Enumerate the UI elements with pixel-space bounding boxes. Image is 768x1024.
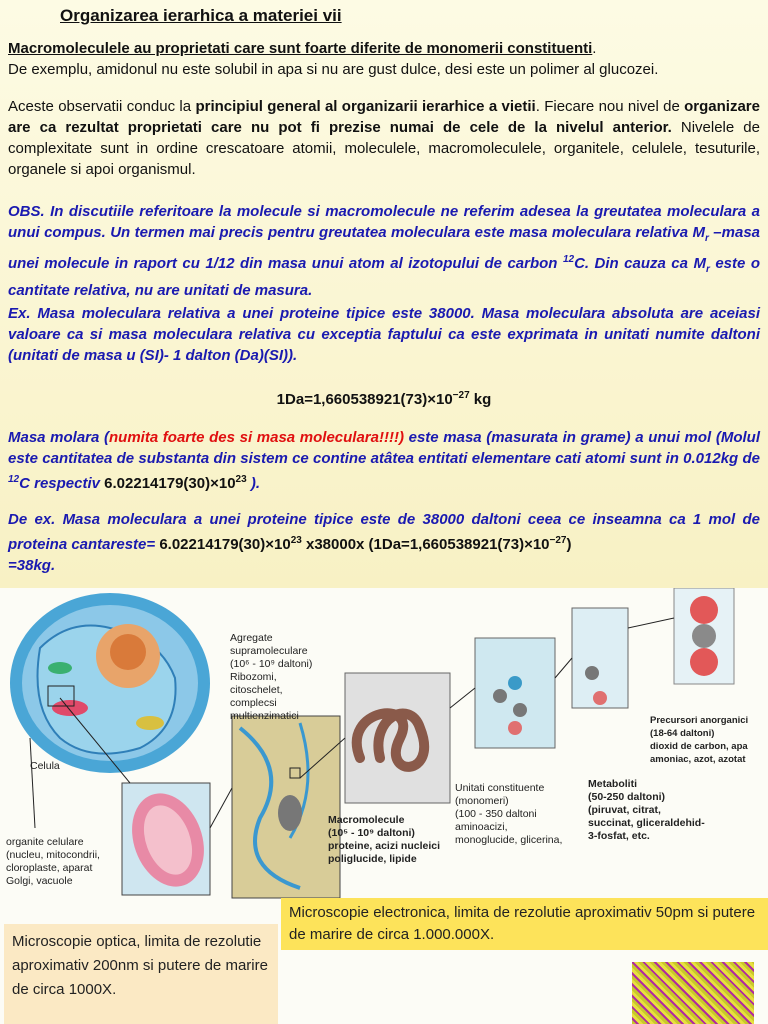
- cell-illustration: [10, 593, 210, 773]
- molar-sup: 12: [8, 474, 20, 485]
- label-agregate: Agregate supramoleculare (10⁶ - 10⁹ daltoni) Ribozomi, citoschelet, complecsi multienzimatici: [230, 632, 313, 722]
- avogadro-exp: 23: [235, 474, 247, 485]
- ex2-avogadro-exp: 23: [290, 535, 302, 546]
- optical-microscopy-box: Microscopie optica, limita de rezolutie aproximativ 200nm si putere de marire de circa 1000X.: [4, 924, 278, 1024]
- ex2-result: =38kg.: [8, 557, 56, 574]
- label-celula: Celula: [30, 760, 60, 772]
- obs-text-c: C. Din cauza ca M: [574, 255, 706, 272]
- ex2-text-mid: x38000x (1Da=1,660538921(73)×10: [301, 536, 550, 553]
- principle-mid: . Fiecare nou nivel de: [535, 98, 685, 115]
- label-precursori: Precursori anorganici (18-64 daltoni) dioxid de carbon, apa amoniac, azot, azotat: [650, 715, 749, 765]
- ex2-text-a: De ex. Masa moleculara a unei proteine tipice este de 38000 daltoni ceea ce inseamna ca 1 mol de proteina cantareste=: [8, 511, 760, 553]
- obs-text-b: –masa unei molecule in raport cu 1/12 din masa unui atom al izotopului de carbon: [8, 224, 761, 272]
- paragraph-principle: [8, 96, 760, 180]
- molar-text-d: ).: [246, 475, 261, 492]
- molar-text-c: C respectiv: [19, 475, 105, 492]
- obs-sup-12: 12: [562, 254, 575, 265]
- macromolecules-statement: Macromoleculele au proprietati care sunt foarte diferite de monomerii constituenti: [8, 40, 593, 57]
- principle-emphasis: organizare are ca rezultat proprietati care nu pot fi prezise numai de cele de la nivelul anterior.: [8, 98, 760, 136]
- obs-text-a: OBS. In discutiile referitoare la molecule si macromolecule ne referim adesea la greutatea moleculara a unui compus. Un termen mai precis pentru greutatea moleculara este masa moleculara relativa M: [8, 203, 760, 241]
- paragraph-macromolecules: [8, 38, 760, 80]
- electron-microscopy-box: Microscopie electronica, limita de rezolutie aproximativ 50pm si putere de marire de circa 1.000.000X.: [281, 898, 768, 950]
- principle-intro: Aceste observatii conduc la: [8, 98, 196, 115]
- molar-text-a: Masa molara (: [8, 429, 109, 446]
- obs-sub-r2: r: [705, 264, 710, 275]
- principle-name: principiul general al organizarii ierarhice a vietii: [195, 98, 536, 115]
- molar-red-note: numita foarte des si masa moleculara!!!!): [109, 429, 404, 446]
- statement-end: .: [592, 40, 597, 57]
- formula-exp: −27: [452, 390, 470, 401]
- obs-text-d: este o cantitate relativa, nu are unitati de masura.: [8, 255, 760, 299]
- example2-paragraph: [8, 509, 760, 576]
- label-metaboliti: Metaboliti (50-250 daltoni) (piruvat, citrat, succinat, gliceraldehid- 3-fosfat, etc.: [588, 778, 705, 842]
- formula-unit: kg: [469, 391, 492, 408]
- label-organite: organite celulare (nucleu, mitocondrii, cloroplaste, aparat Golgi, vacuole: [6, 836, 100, 887]
- molar-text-b: este masa (masurata in grame) a unui mol (Molul este cantitatea de substanta din sistem ce contine atâtea entitati elementare cati atomi sunt in 0.012kg de: [8, 429, 760, 467]
- micrograph-image: [632, 962, 754, 1024]
- label-macromolecule: Macromolecule (10⁵ - 10⁹ daltoni) proteine, acizi nucleici poliglucide, lipide: [328, 814, 441, 865]
- label-unitati: Unitati constituente (monomeri) (100 - 350 daltoni aminoacizi, monoglucide, glicerina,: [455, 782, 563, 846]
- complexity-levels: Nivelele de complexitate sunt in ordine crescatoare atomii, moleculele, macromoleculele, organitele, celulele, tesuturile, organele si apoi organismul.: [8, 119, 760, 178]
- example-paragraph: Ex. Masa moleculara relativa a unei proteine tipice este 38000. Masa moleculara absoluta are aceiasi valoare ca si masa moleculara relativa cu exceptia faptului ca este exprimata in unitati numite daltoni (unitati de masa u (SI)- 1 dalton (Da)(SI)).: [8, 305, 760, 364]
- page-title: Organizarea ierarhica a materiei vii: [60, 6, 342, 25]
- obs-paragraph: [8, 201, 760, 301]
- molar-mass-paragraph: [8, 427, 760, 494]
- dalton-formula: [8, 385, 760, 410]
- ex2-avogadro: 6.02214179(30)×10: [159, 536, 291, 553]
- ex2-text-end: ): [566, 536, 572, 553]
- formula-main: 1Da=1,660538921(73)×10: [276, 391, 453, 408]
- avogadro-number: 6.02214179(30)×10: [104, 475, 236, 492]
- starch-example: De exemplu, amidonul nu este solubil in apa si nu are gust dulce, desi este un polimer al glucozei.: [8, 61, 659, 78]
- obs-sub-r: r: [704, 233, 709, 244]
- ex2-exp: −27: [549, 535, 567, 546]
